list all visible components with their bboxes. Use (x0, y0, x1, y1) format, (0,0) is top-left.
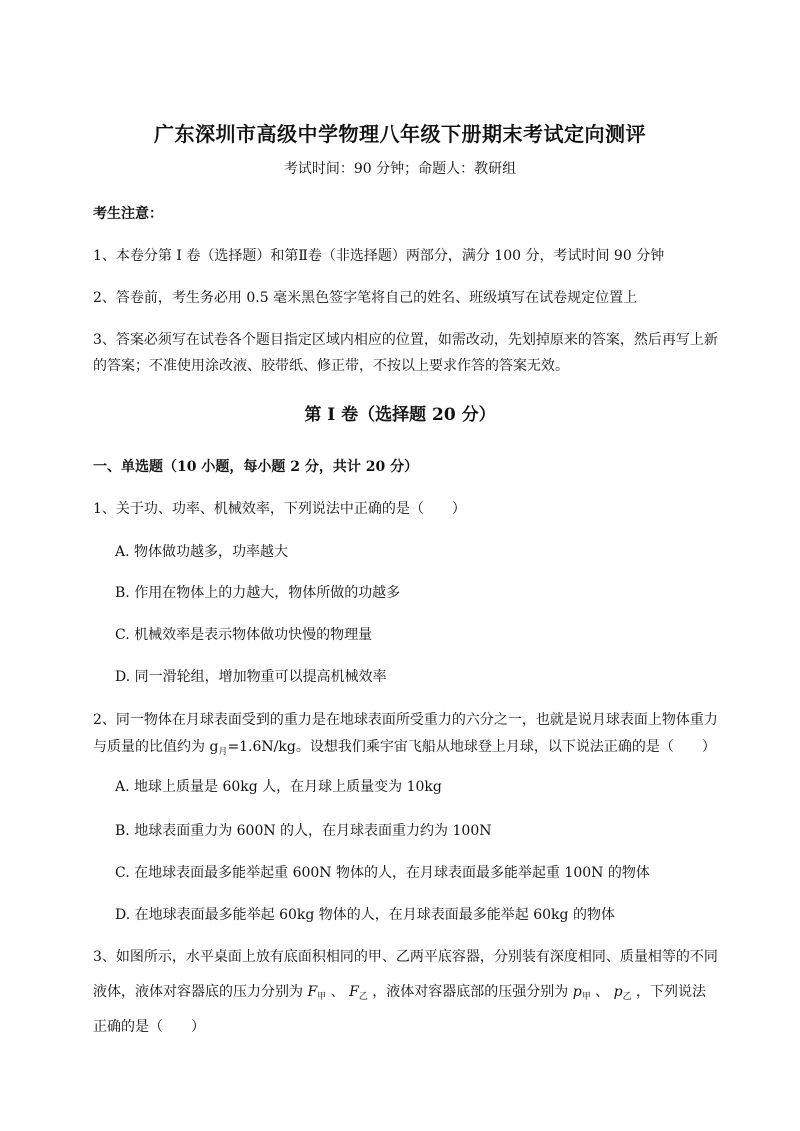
section-title: 第 I 卷（选择题 20 分） (304, 405, 496, 425)
notice-item-1: 1、本卷分第 I 卷（选择题）和第Ⅱ卷（非选择题）两部分，满分 100 分，考试时间 90 分钟 (93, 248, 665, 264)
notice-heading: 考生注意： (93, 206, 163, 222)
subscript-jia-2: 甲 (581, 992, 591, 1002)
notice-item-3-line-2: 的答案；不准使用涂改液、胶带纸、修正带，不按以上要求作答的答案无效。 (93, 358, 569, 374)
subscript-jia: 甲 (317, 992, 327, 1002)
pressure-symbol-yi: p (613, 984, 623, 1000)
exam-title: 广东深圳市高级中学物理八年级下册期末考试定向测评 (154, 122, 646, 146)
part-heading: 一、单选题（10 小题，每小题 2 分，共计 20 分） (93, 459, 419, 475)
exam-subtitle: 考试时间：90 分钟；命题人：教研组 (283, 161, 517, 177)
question-3-stem-text-c: ，下列说法 (631, 984, 707, 1000)
question-1-option-b: B. 作用在物体上的力越大，物体所做的功越多 (115, 585, 401, 601)
question-3-stem-line-1: 3、如图所示，水平桌面上放有底面积相同的甲、乙两平底容器，分别装有深度相同、质量相等的不同 (93, 949, 718, 965)
question-3-stem-text-b: ，液体对容器底部的压强分别为 (367, 984, 573, 1000)
subscript-yi-2: 乙 (622, 992, 632, 1002)
separator-2: 、 (590, 984, 614, 1000)
question-2-option-b: B. 地球表面重力为 600N 的人，在月球表面重力约为 100N (115, 823, 492, 839)
question-2-stem-line-1: 2、同一物体在月球表面受到的重力是在地球表面所受重力的六分之一，也就是说月球表面上物体重力 (93, 712, 718, 728)
question-2-stem-line-2 (93, 736, 716, 757)
separator-1: 、 (326, 984, 350, 1000)
g-moon-subscript: 月 (218, 747, 228, 757)
question-3-stem-line-3: 正确的是（ ） (93, 1019, 205, 1035)
question-1-stem: 1、关于功、功率、机械效率，下列说法中正确的是（ ） (93, 501, 466, 517)
question-2-option-a: A. 地球上质量是 60kg 人，在月球上质量变为 10kg (115, 779, 442, 795)
question-1-option-d: D. 同一滑轮组，增加物重可以提高机械效率 (115, 669, 387, 685)
force-symbol-yi: F (349, 984, 359, 1000)
question-3-stem-text-a: 液体，液体对容器底的压力分别为 (93, 984, 308, 1000)
question-2-stem-text-b: =1.6N/kg。设想我们乘宇宙飞船从地球登上月球，以下说法正确的是（ ） (227, 739, 716, 755)
question-2-option-d: D. 在地球表面最多能举起 60kg 物体的人，在月球表面最多能举起 60kg 的物体 (115, 907, 615, 923)
question-2-stem-text-a: 与质量的比值约为 g (93, 739, 219, 755)
notice-item-2: 2、答卷前，考生务必用 0.5 毫米黑色签字笔将自己的姓名、班级填写在试卷规定位置上 (93, 290, 638, 306)
notice-item-3-line-1: 3、答案必须写在试卷各个题目指定区域内相应的位置，如需改动，先划掉原来的答案，然后再写上新 (93, 332, 718, 348)
question-3-stem-line-2 (93, 981, 706, 1002)
subscript-yi: 乙 (358, 992, 368, 1002)
pressure-symbol-jia: p (572, 984, 582, 1000)
question-1-option-a: A. 物体做功越多，功率越大 (115, 544, 289, 560)
question-1-option-c: C. 机械效率是表示物体做功快慢的物理量 (115, 627, 373, 643)
force-symbol-jia: F (307, 984, 318, 1000)
question-2-option-c: C. 在地球表面最多能举起重 600N 物体的人，在月球表面最多能举起重 100N 的物体 (115, 865, 650, 881)
